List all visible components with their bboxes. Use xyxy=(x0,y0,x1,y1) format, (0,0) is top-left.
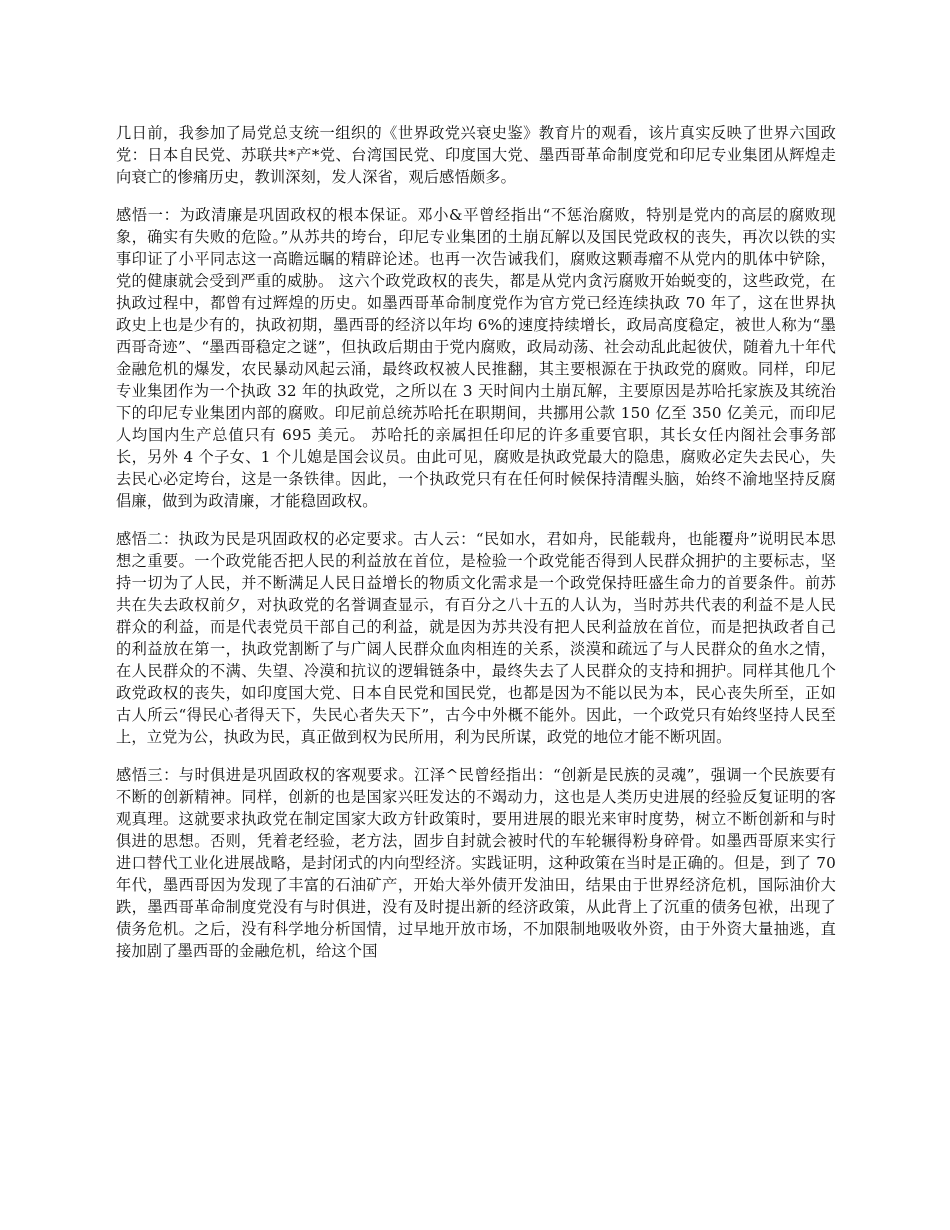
paragraph-insight-three: 感悟三：与时俱进是巩固政权的客观要求。江泽^民曾经指出：“创新是民族的灵魂”，强调一个民族要有不断的创新精神。同样，创新的也是国家兴旺发达的不竭动力，这也是人类历史进展的经验反复证明的客观真理。这就要求执政党在制定国家大政方针政策时，要用进展的眼光来审时度势，树立不断创新和与时俱进的思想。否则，凭着老经验，老方法，固步自封就会被时代的车轮辗得粉身碎骨。如墨西哥原来实行进口替代工业化进展战略，是封闭式的内向型经济。实践证明，这种政策在当时是正确的。但是，到了 70 年代，墨西哥因为发现了丰富的石油矿产，开始大举外债开发油田，结果由于世界经济危机，国际油价大跌，墨西哥革命制度党没有与时俱进，没有及时提出新的经济政策，从此背上了沉重的债务包袱，出现了债务危机。之后，没有科学地分析国情，过早地开放市场，不加限制地吸收外资，由于外资大量抽逃，直接加剧了墨西哥的金融危机，给这个国 xyxy=(116,766,836,960)
document-page xyxy=(116,122,836,978)
paragraph-insight-two: 感悟二：执政为民是巩固政权的必定要求。古人云：“民如水，君如舟，民能载舟，也能覆舟”说明民本思想之重要。一个政党能否把人民的利益放在首位，是检验一个政党能否得到人民群众拥护的主要标志，坚持一切为了人民，并不断满足人民日益增长的物质文化需求是一个政党保持旺盛生命力的首要条件。前苏共在失去政权前夕，对执政党的名誉调查显示，有百分之八十五的人认为，当时苏共代表的利益不是人民群众的利益，而是代表党员干部自己的利益，就是因为苏共没有把人民利益放在首位，而是把执政者自己的利益放在第一，执政党割断了与广阔人民群众血肉相连的关系，淡漠和疏远了与人民群众的鱼水之情，在人民群众的不满、失望、冷漠和抗议的逻辑链条中，最终失去了人民群众的支持和拥护。同样其他几个政党政权的丧失，如印度国大党、日本自民党和国民党，也都是因为不能以民为本，民心丧失所至，正如古人所云“得民心者得天下，失民心者失天下”，古今中外概不能外。因此，一个政党只有始终坚持人民至上，立党为公，执政为民，真正做到权为民所用，利为民所谋，政党的地位才能不断巩固。 xyxy=(116,530,836,746)
paragraph-insight-one: 感悟一：为政清廉是巩固政权的根本保证。邓小&平曾经指出“不惩治腐败，特别是党内的高层的腐败现象，确实有失败的危险。”从苏共的垮台，印尼专业集团的土崩瓦解以及国民党政权的丧失，再次以铁的实事印证了小平同志这一高瞻远瞩的精辟论述。也再一次告诫我们，腐败这颗毒瘤不从党内的肌体中铲除，党的健康就会受到严重的威胁。 这六个政党政权的丧失，都是从党内贪污腐败开始蜕变的，这些政党，在执政过程中，都曾有过辉煌的历史。如墨西哥革命制度党作为官方党已经连续执政 70 年了，这在世界执政史上也是少有的，执政初期，墨西哥的经济以年均 6%的速度持续增长，政局高度稳定，被世人称为“墨西哥奇迹”、“墨西哥稳定之谜”，但执政后期由于党内腐败，政局动荡、社会动乱此起彼伏，随着九十年代金融危机的爆发，农民暴动风起云涌，最终政权被人民推翻，其主要根源在于执政党的腐败。同样，印尼专业集团作为一个执政 32 年的执政党，之所以在 3 天时间内土崩瓦解，主要原因是苏哈托家族及其统治下的印尼专业集团内部的腐败。印尼前总统苏哈托在职期间，共挪用公款 150 亿至 350 亿美元，而印尼人均国内生产总值只有 695 美元。 苏哈托的亲属担任印尼的许多重要官职，其长女任内阁社会事务部长，另外 4 个子女、1 个儿媳是国会议员。由此可见，腐败是执政党最大的隐患，腐败必定失去民心，失去民心必定垮台，这是一条铁律。因此，一个执政党只有在任何时候保持清醒头脑，始终不渝地坚持反腐倡廉，做到为政清廉，才能稳固政权。 xyxy=(116,206,836,510)
paragraph-intro: 几日前，我参加了局党总支统一组织的《世界政党兴衰史鉴》教育片的观看，该片真实反映了世界六国政党：日本自民党、苏联共*产*党、台湾国民党、印度国大党、墨西哥革命制度党和印尼专业集团从辉煌走向衰亡的惨痛历史，教训深刻，发人深省，观后感悟颇多。 xyxy=(116,124,836,186)
